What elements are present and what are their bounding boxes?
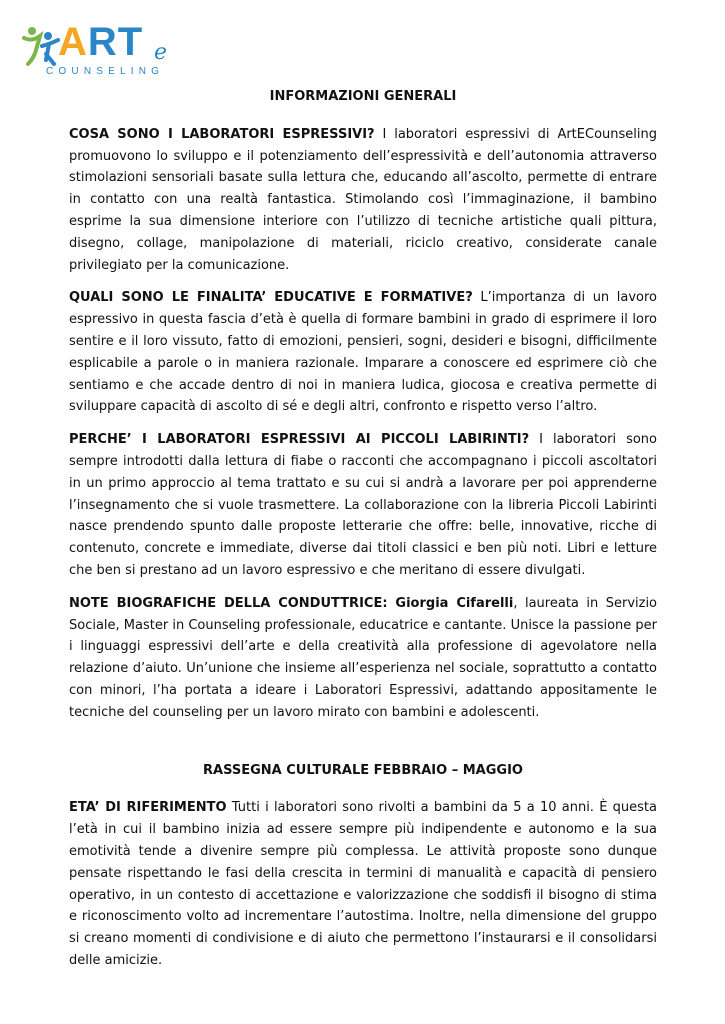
paragraph-lead: ETA’ DI RIFERIMENTO	[69, 800, 227, 816]
paragraph-text: I laboratori espressivi di ArtECounseling promuovono lo sviluppo e il potenziamento dell’espressività e dell’autonomia attraverso stimolazioni sensoriali basate sulla lettura che, educando all’ascolto, permette di entrare in contatto con una realtà fantastica. Stimolando così l’immaginazione, il bambino esprime la sua dimensione interiore con l’utilizzo di tecniche artistiche quali pittura, disegno, collage, manipolazione di materiali, riciclo creativo, considerate canale privilegiato per la comunicazione.	[69, 126, 657, 273]
paragraph-biography	[69, 593, 657, 724]
section-heading-general: INFORMAZIONI GENERALI	[269, 89, 457, 104]
paragraph-text: Tutti i laboratori sono rivolti a bambini da 5 a 10 anni. È questa l’età in cui il bambino inizia ad essere sempre più indipendente e autonomo e la sua emotività tende a divenire sempre più complessa. Le attività proposte sono dunque pensate rispettando le fasi della crescita in termini di manualità e capacità di pensiero operativo, in un contesto di accettazione e valorizzazione che soddisfi il bisogno di stima e riconoscimento volto ad incrementare l’autostima. Inoltre, nella dimensione del gruppo si creano momenti di condivisione e di aiuto che permettono l’instaurarsi e il consolidarsi delle amicizie.	[69, 800, 657, 968]
paragraph-why-piccoli-labirinti	[69, 429, 657, 582]
paragraph-text: , laureata in Servizio Sociale, Master in Counseling professionale, educatrice e cantante. Unisce la passione per i linguaggi espressivi dell’arte e della creatività alla professione di agevolatore nella relazione d’aiuto. Un’unione che insieme all’esperienza nel sociale, soprattutto a contatto con minori, l’ha portata a ideare i Laboratori Espressivi, adattando appositamente le tecniche del counseling per un lavoro mirato con bambini e adolescenti.	[69, 595, 658, 720]
paragraph-text: L’importanza di un lavoro espressivo in questa fascia d’età è quella di formare bambini in grado di esprimere il loro sentire e il loro vissuto, fatto di emozioni, pensieri, sogni, desideri e bisogni, difficilmente esplicabile a parole o in maniera razionale. Imparare a conoscere ed esprimere ciò che sentiamo e che accade dentro di noi in maniera ludica, giocosa e creativa permette di sviluppare capacità di ascolto di sé e degli altri, confronto e rispetto verso l’altro.	[69, 290, 658, 415]
document-body	[69, 86, 657, 983]
paragraph-text: I laboratori sono sempre introdotti dalla lettura di fiabe o racconti che accompagnano i piccoli ascoltatori in un primo approccio al tema trattato e su cui si andrà a lavorare per poi apprenderne l’insegnamento che si vuole trasmettere. La collaborazione con la libreria Piccoli Labirinti nasce prendendo spunto dalle proposte letterarie che offre: belle, innovative, ricche di contenuto, concrete e immediate, diverse dai titoli classici e ben più noti. Libri e letture che ben si prestano ad un lavoro espressivo e che meritano di essere divulgati.	[69, 432, 657, 578]
paragraph-lead: PERCHE’ I LABORATORI ESPRESSIVI AI PICCOLI LABIRINTI?	[69, 432, 530, 448]
artecounseling-logo	[22, 22, 172, 80]
logo-subtitle: COUNSELING	[46, 66, 165, 77]
paragraph-lead: QUALI SONO LE FINALITA’ EDUCATIVE E FORMATIVE?	[69, 290, 473, 306]
logo-wordmark: ART	[58, 20, 144, 64]
conductor-name: Giorgia Cifarelli	[387, 595, 514, 611]
paragraph-lead: COSA SONO I LABORATORI ESPRESSIVI?	[69, 126, 375, 142]
paragraph-lead: NOTE BIOGRAFICHE DELLA CONDUTTRICE:	[69, 595, 388, 611]
section-heading-review: RASSEGNA CULTURALE FEBBRAIO – MAGGIO	[203, 762, 523, 778]
paragraph-reference-age	[69, 797, 657, 971]
paragraph-educational-goals	[69, 287, 657, 418]
paragraph-what-are-labs	[69, 124, 657, 277]
logo-e-letter: e	[154, 40, 168, 65]
